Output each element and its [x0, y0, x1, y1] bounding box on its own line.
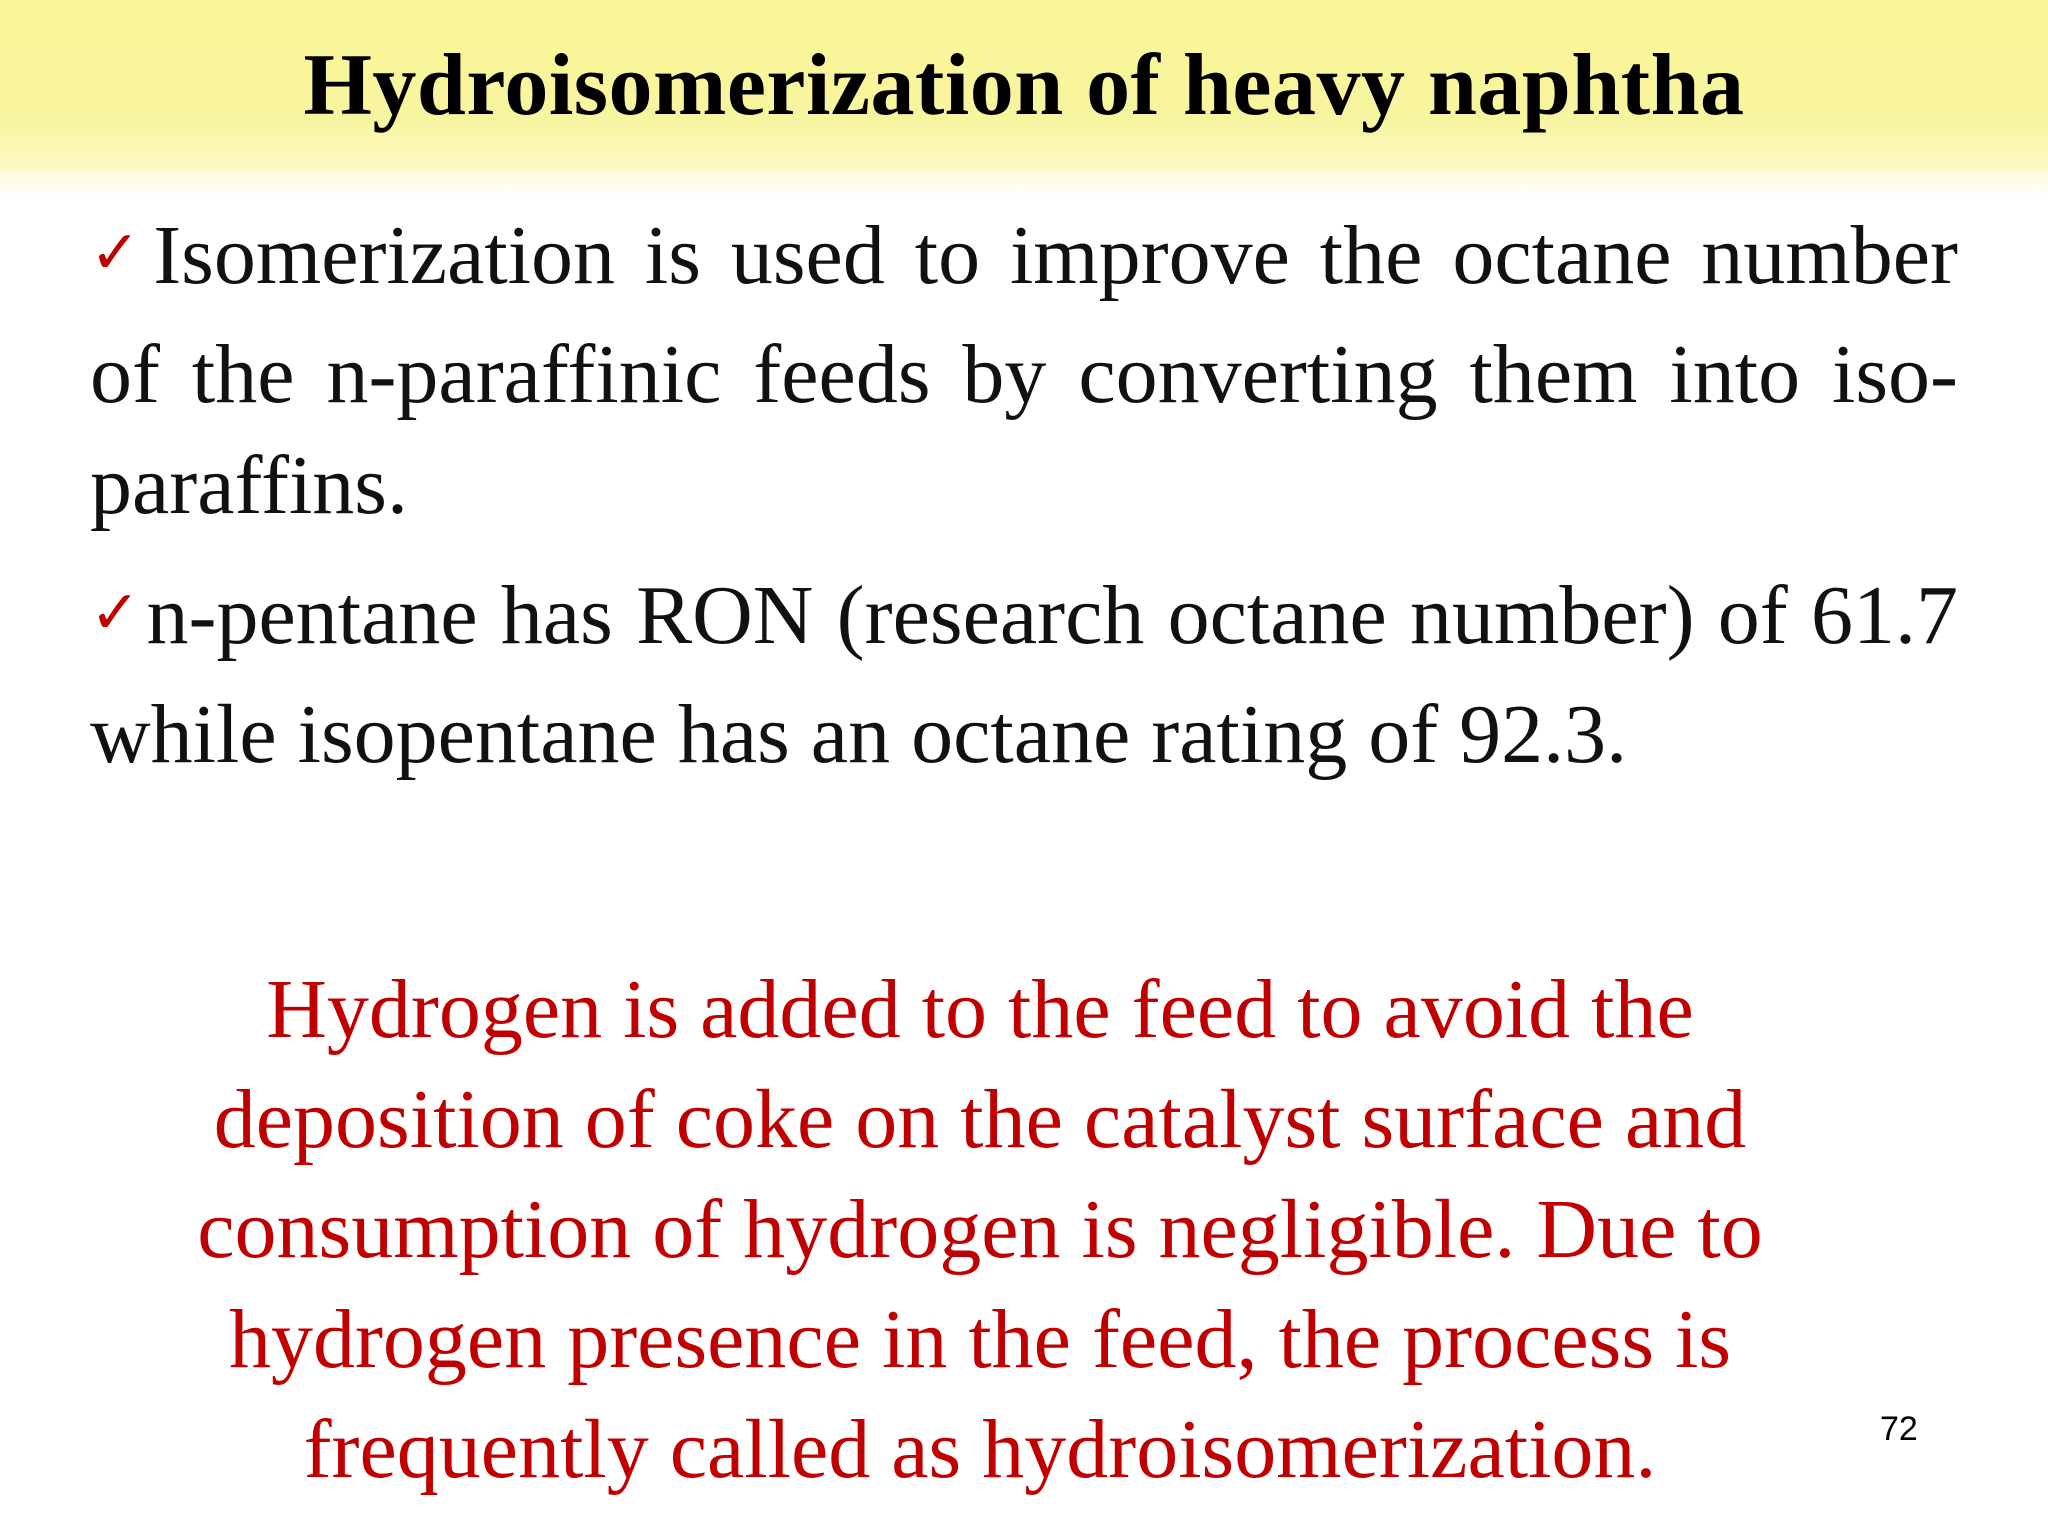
bullet-text: n-pentane has RON (research octane number) of 61.7 while isopentane has an octane rating of 92.3. [90, 569, 1958, 781]
bullet-item [90, 560, 1958, 790]
page-number: 72 [1880, 1410, 1918, 1448]
bullet-item [90, 200, 1958, 541]
bullet-text: Isomerization is used to improve the octane number of the n-paraffinic feeds by converting them into iso-paraffins. [90, 209, 1958, 532]
title-band [0, 0, 2048, 170]
slide-title: Hydroisomerization of heavy naphtha [303, 36, 1745, 134]
highlight-note: Hydrogen is added to the feed to avoid the deposition of coke on the catalyst surface and consumption of hydrogen is negligible. Due to hydrogen presence in the feed, the process is frequently called as hydroisomerization. [197, 963, 1763, 1496]
checkmark-icon: ✓ [90, 218, 150, 288]
checkmark-icon: ✓ [90, 578, 143, 648]
